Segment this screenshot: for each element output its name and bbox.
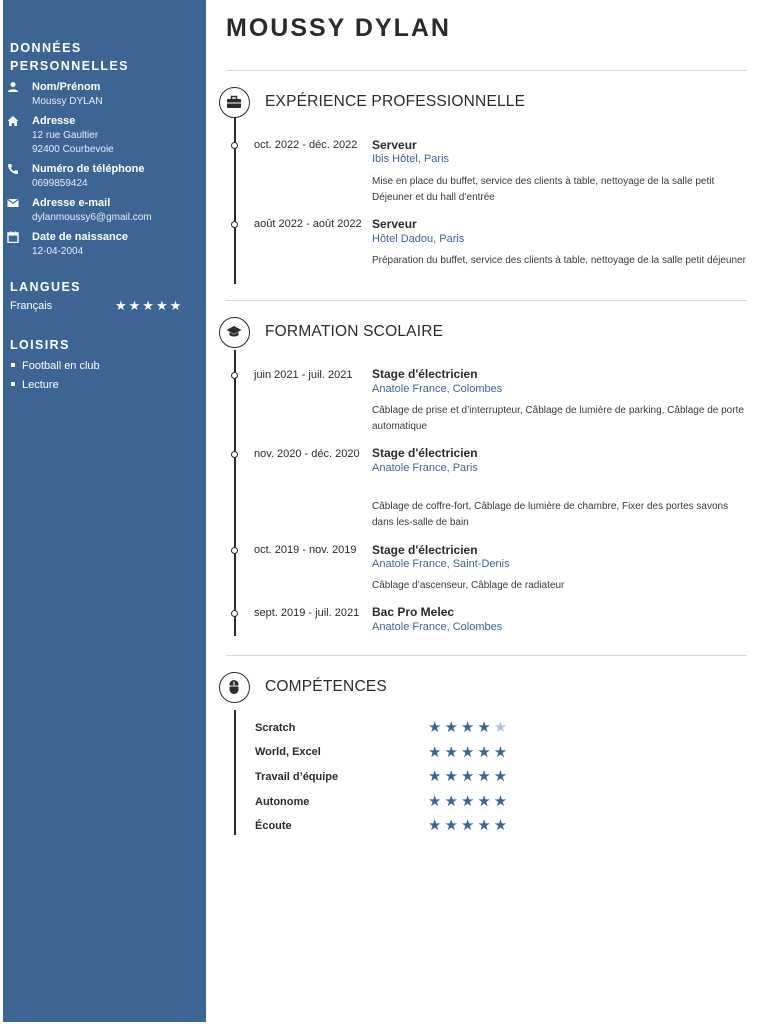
education-timeline xyxy=(234,350,236,636)
skill-name: Autonome xyxy=(255,796,310,808)
education-title: Stage d'électricien xyxy=(372,446,478,460)
skill-name: Écoute xyxy=(255,820,292,832)
personal-address-label: Adresse xyxy=(32,115,76,127)
personal-phone-label: Numéro de téléphone xyxy=(32,163,145,175)
education-description: Câblage de prise et d’interrupteur, Câblage de lumière de parking, Câblage de porte automatique xyxy=(372,405,744,432)
education-date: sept. 2019 - juil. 2021 xyxy=(254,607,360,619)
skill-rating-stars xyxy=(428,792,510,810)
skill-name: Scratch xyxy=(255,722,296,734)
experience-date: août 2022 - août 2022 xyxy=(254,218,362,230)
personal-data-heading: DONNÉES PERSONNELLES xyxy=(10,41,129,73)
education-heading: FORMATION SCOLAIRE xyxy=(265,323,444,340)
hobbies-heading: LOISIRS xyxy=(10,338,70,352)
skill-name: World, Excel xyxy=(255,746,321,758)
star-filled-icon: ★★★★★ xyxy=(428,793,511,810)
skill-rating-stars xyxy=(428,718,510,736)
languages-heading: LANGUES xyxy=(10,280,81,294)
home-icon xyxy=(7,115,19,127)
education-date: oct. 2019 - nov. 2019 xyxy=(254,544,357,556)
education-description: Câblage d’ascenseur, Câblage de radiateur xyxy=(372,580,565,591)
language-rating-stars: ★★★★★ xyxy=(115,298,184,313)
experience-title: Serveur xyxy=(372,217,417,231)
person-icon xyxy=(7,81,19,93)
hobby-item xyxy=(11,379,59,391)
hobby-item xyxy=(11,360,100,372)
education-date: nov. 2020 - déc. 2020 xyxy=(254,448,360,460)
hobby-label: Football en club xyxy=(22,360,100,372)
experience-description: Préparation du buffet, service des clients à table, nettoyage de la salle petit déjeuner xyxy=(372,255,746,266)
personal-birthdate-label: Date de naissance xyxy=(32,231,128,243)
calendar-icon xyxy=(7,231,19,243)
divider xyxy=(226,70,747,71)
graduation-cap-icon xyxy=(219,317,250,348)
skills-heading: COMPÉTENCES xyxy=(265,678,387,695)
timeline-dot xyxy=(231,221,238,228)
language-name: Français xyxy=(10,300,53,312)
skill-rating-stars xyxy=(428,743,510,761)
experience-date: oct. 2022 - déc. 2022 xyxy=(254,139,358,151)
education-place: Anatole France, Colombes xyxy=(372,621,503,633)
experience-place: Hôtel Dadou, Paris xyxy=(372,233,465,245)
education-title: Stage d'électricien xyxy=(372,543,478,557)
education-place: Anatole France, Saint-Denis xyxy=(372,558,510,570)
skill-rating-stars xyxy=(428,767,510,785)
personal-name-label: Nom/Prénom xyxy=(32,81,101,93)
mouse-icon xyxy=(219,672,250,703)
experience-place: Ibis Hôtel, Paris xyxy=(372,153,450,165)
star-empty-icon: ★ xyxy=(493,719,511,736)
star-filled-icon: ★★★★★ xyxy=(428,768,511,785)
education-date: juin 2021 - juil. 2021 xyxy=(254,369,353,381)
education-title: Stage d'électricien xyxy=(372,367,478,381)
timeline-dot xyxy=(231,372,238,379)
hobby-label: Lecture xyxy=(22,379,59,391)
divider xyxy=(226,300,747,301)
timeline-dot xyxy=(231,142,238,149)
divider xyxy=(226,655,747,656)
personal-name-value: Moussy DYLAN xyxy=(32,96,103,107)
personal-address-value: 12 rue Gaultier 92400 Courbevoie xyxy=(32,130,114,155)
personal-email-label: Adresse e-mail xyxy=(32,197,111,209)
timeline-dot xyxy=(231,451,238,458)
personal-phone-value: 0699859424 xyxy=(32,178,88,189)
skills-timeline xyxy=(234,710,236,835)
star-filled-icon: ★★★★ xyxy=(428,719,494,736)
bullet-icon xyxy=(11,363,15,367)
bullet-icon xyxy=(11,382,15,386)
star-filled-icon: ★★★★★ xyxy=(428,817,511,834)
phone-icon xyxy=(7,163,19,175)
education-place: Anatole France, Paris xyxy=(372,462,478,474)
education-place: Anatole France, Colombes xyxy=(372,383,503,395)
skill-rating-stars xyxy=(428,816,510,834)
timeline-dot xyxy=(231,547,238,554)
education-title: Bac Pro Melec xyxy=(372,605,455,619)
timeline-dot xyxy=(231,610,238,617)
sidebar xyxy=(3,0,206,1022)
experience-description: Mise en place du buffet, service des clients à table, nettoyage de la salle petit Déjeuner et du hall d’entrée xyxy=(372,176,715,203)
star-filled-icon: ★★★★★ xyxy=(428,744,511,761)
personal-email-value: dylanmoussy6@gmail.com xyxy=(32,212,152,223)
briefcase-icon xyxy=(219,87,250,118)
personal-birthdate-value: 12-04-2004 xyxy=(32,246,84,257)
experience-heading: EXPÉRIENCE PROFESSIONNELLE xyxy=(265,93,526,110)
experience-title: Serveur xyxy=(372,138,417,152)
mail-icon xyxy=(7,197,19,209)
candidate-name: MOUSSY DYLAN xyxy=(226,14,451,42)
education-description: Câblage de coffre-fort, Câblage de lumière de chambre, Fixer des portes savons dans les-salle de bain xyxy=(372,501,729,528)
skill-name: Travail d’équipe xyxy=(255,771,339,783)
